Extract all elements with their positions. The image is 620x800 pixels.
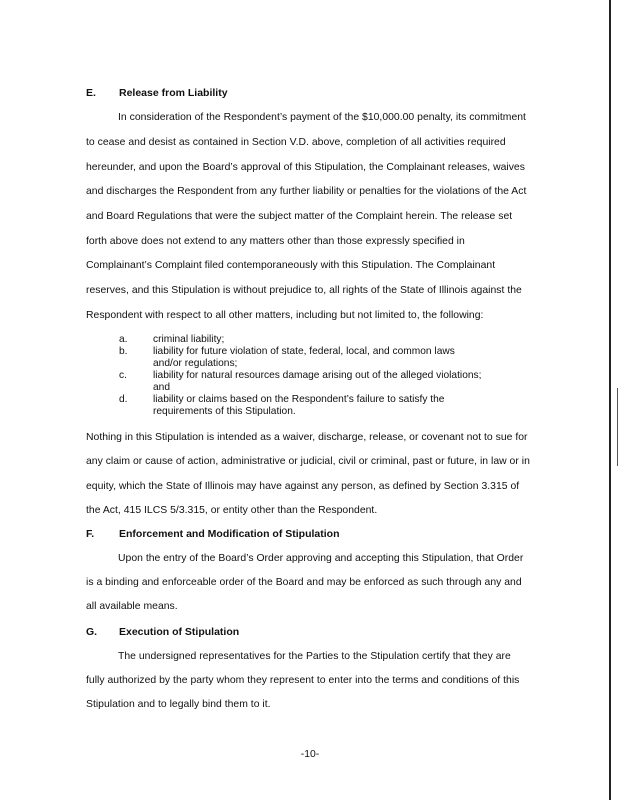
section-e-after-line: any claim or cause of action, administrative or judicial, civil or criminal, past or future, in law or in — [86, 456, 530, 467]
section-e-heading — [86, 87, 386, 101]
section-e-line: In consideration of the Respondent’s payment of the $10,000.00 penalty, its commitment — [118, 112, 526, 123]
list-item-continuation: requirements of this Stipulation. — [153, 406, 296, 417]
section-e-after-line: equity, which the State of Illinois may have against any person, as defined by Section 3.315 of — [86, 481, 520, 492]
section-e-line: reserves, and this Stipulation is without prejudice to, all rights of the State of Illinois against the — [86, 285, 522, 296]
section-e-title: Release from Liability — [119, 87, 228, 99]
page-number: -10- — [300, 749, 320, 760]
section-g-heading — [86, 626, 386, 640]
section-g-line: Stipulation and to legally bind them to it. — [86, 699, 271, 710]
section-e-line: and Board Regulations that were the subject matter of the Complaint herein. The release set — [86, 211, 513, 222]
section-f-line: Upon the entry of the Board’s Order approving and accepting this Stipulation, that Order — [118, 553, 524, 564]
list-item-marker: b. — [119, 346, 128, 357]
scan-edge-mark — [617, 388, 618, 466]
section-g-letter: G. — [86, 626, 98, 638]
list-item-marker: d. — [119, 394, 128, 405]
list-item-marker: a. — [119, 334, 128, 345]
section-f-heading — [86, 528, 386, 542]
list-item-continuation: and/or regulations; — [153, 358, 238, 369]
section-g-title: Execution of Stipulation — [119, 626, 240, 638]
list-item-text: liability for future violation of state, federal, local, and common laws — [153, 346, 455, 357]
scan-edge — [609, 0, 611, 800]
section-e-line: and discharges the Respondent from any further liability or penalties for the violations of the Act — [86, 186, 527, 197]
section-f-letter: F. — [86, 528, 95, 540]
list-item-text: liability or claims based on the Respondent’s failure to satisfy the — [153, 394, 445, 405]
section-e-line: to cease and desist as contained in Section V.D. above, completion of all activities required — [86, 137, 506, 148]
section-e-line: forth above does not extend to any matters other than those expressly specified in — [86, 236, 465, 247]
section-e-line: Respondent with respect to all other matters, including but not limited to, the following: — [86, 310, 484, 321]
list-item-marker: c. — [119, 370, 127, 381]
section-g-line: The undersigned representatives for the Parties to the Stipulation certify that they are — [118, 651, 511, 662]
list-item-text: liability for natural resources damage arising out of the alleged violations; — [153, 370, 482, 381]
section-f-line: is a binding and enforceable order of the Board and may be enforced as such through any and — [86, 577, 522, 588]
section-f-title: Enforcement and Modification of Stipulation — [119, 528, 340, 540]
section-e-line: Complainant’s Complaint filed contemporaneously with this Stipulation. The Complainant — [86, 260, 496, 271]
list-item-continuation: and — [153, 382, 170, 393]
section-e-after-line: the Act, 415 ILCS 5/3.315, or entity other than the Respondent. — [86, 505, 378, 516]
section-e-after-line: Nothing in this Stipulation is intended as a waiver, discharge, release, or covenant not to sue for — [86, 432, 528, 443]
section-e-line: hereunder, and upon the Board’s approval of this Stipulation, the Complainant releases, waives — [86, 162, 525, 173]
section-g-line: fully authorized by the party whom they represent to enter into the terms and conditions of this — [86, 675, 520, 686]
section-f-line: all available means. — [86, 601, 178, 612]
list-item-text: criminal liability; — [153, 334, 225, 345]
section-e-letter: E. — [86, 87, 96, 99]
